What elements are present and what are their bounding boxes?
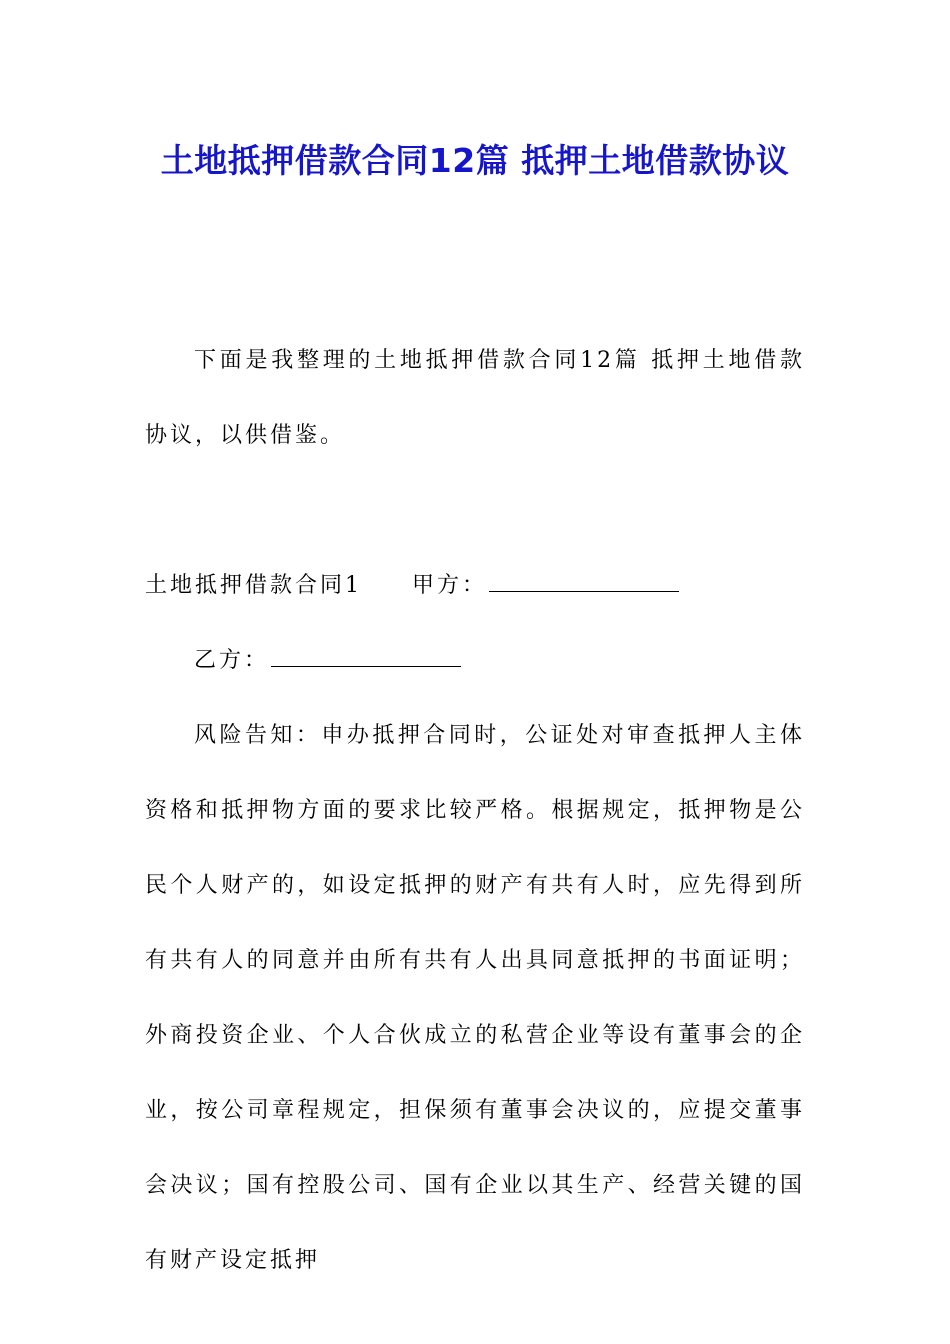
party-b-blank xyxy=(271,646,461,667)
contract-heading: 土地抵押借款合同1 xyxy=(145,573,362,598)
contract-heading-line xyxy=(145,548,805,623)
intro-paragraph: 下面是我整理的土地抵押借款合同12篇 抵押土地借款协议，以供借鉴。 xyxy=(145,348,805,448)
document-title: 土地抵押借款合同12篇 抵押土地借款协议 xyxy=(160,141,790,180)
party-a-blank xyxy=(489,571,679,592)
party-b-label: 乙方： xyxy=(194,648,270,673)
party-a-label: 甲方： xyxy=(412,573,488,598)
party-b-line xyxy=(145,623,805,698)
risk-notice-paragraph: 风险告知：申办抵押合同时，公证处对审查抵押人主体资格和抵押物方面的要求比较严格。根据规定，抵押物是公民个人财产的，如设定抵押的财产有共有人时，应先得到所有共有人的同意并由所有共有人出具同意抵押的书面证明；外商投资企业、个人合伙成立的私营企业等设有董事会的企业，按公司章程规定，担保须有董事会决议的，应提交董事会决议；国有控股公司、国有企业以其生产、经营关键的国有财产设定抵押 xyxy=(145,723,805,1273)
